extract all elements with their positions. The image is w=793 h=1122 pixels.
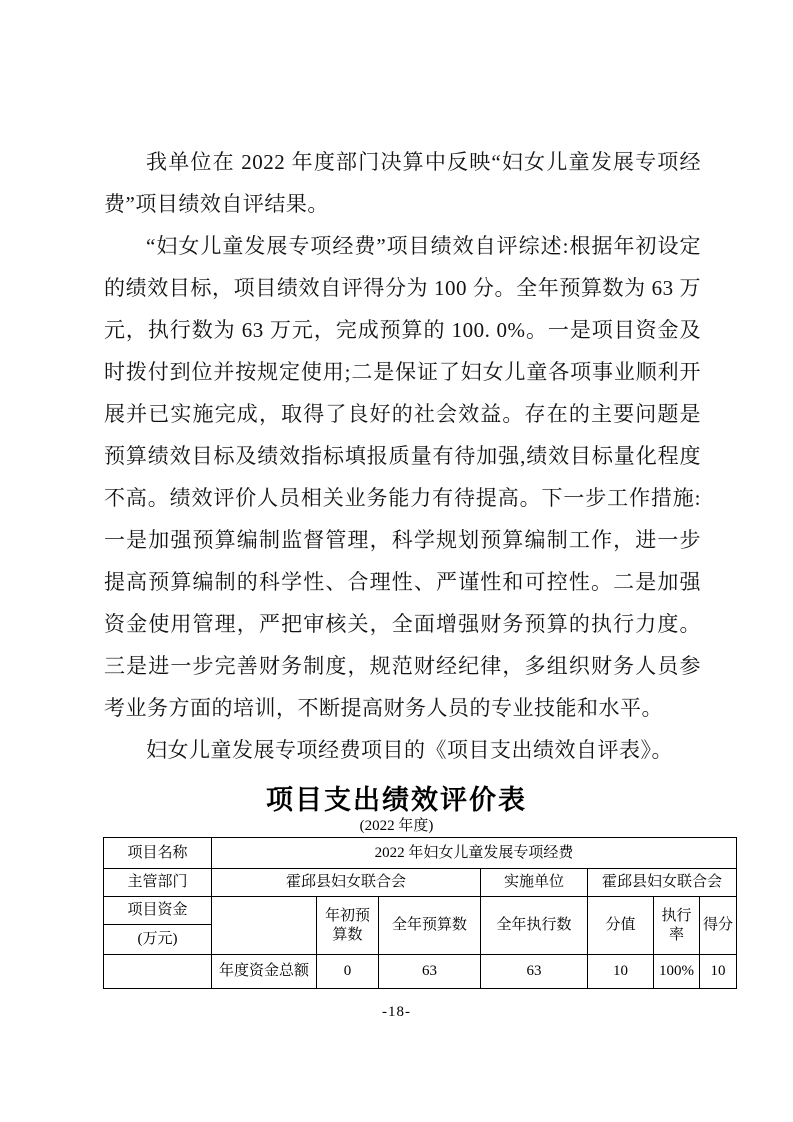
page-number: -18- (382, 1004, 411, 1020)
column-header-score-value: 分值 (588, 897, 654, 955)
column-header-annual-budget: 全年预算数 (379, 897, 481, 955)
paragraph-reference: 妇女儿童发展专项经费项目的《项目支出绩效自评表》。 (146, 738, 673, 762)
cell-annual-total-label: 年度资金总额 (212, 955, 317, 989)
cell-project-name-label: 项目名称 (104, 838, 212, 869)
cell-annual-total-blank (104, 955, 212, 989)
cell-score-value-value: 10 (588, 955, 654, 989)
cell-project-name-value: 2022 年妇女儿童发展专项经费 (212, 838, 737, 869)
cell-project-funds-label: 项目资金 (104, 897, 212, 925)
cell-execution-rate-value: 100% (654, 955, 700, 989)
cell-annual-execution-value: 63 (481, 955, 588, 989)
paragraph-summary: “妇女儿童发展专项经费”项目绩效自评综述:根据年初设定的绩效目标，项目绩效自评得分为 100 分。全年预算数为 63 万元，执行数为 63 万元，完成预算的 100. 0%。一是项目资金及时拨付到位并按规定使用;二是保证了妇女儿童各项事业顺利开展并已实施完成，取得了良好的社会效益。存在的主要问题是预算绩效目标及绩效指标填报质量有待加强,绩效目标量化程度不高。绩效评价人员相关业务能力有待提高。下一步工作措施:一是加强预算编制监督管理，科学规划预算编制工作，进一步提高预算编制的科学性、合理性、严谨性和可控性。二是加强资金使用管理，严把审核关，全面增强财务预算的执行力度。三是进一步完善财务制度，规范财经纪律，多组织财务人员参考业务方面的培训，不断提高财务人员的专业技能和水平。 (104, 234, 701, 720)
column-header-score: 得分 (700, 897, 737, 955)
table-title: 项目支出绩效评价表 (266, 785, 527, 815)
cell-score-value: 10 (700, 955, 737, 989)
column-header-execution-rate: 执行率 (654, 897, 700, 955)
column-header-initial-budget: 年初预算数 (317, 897, 379, 955)
cell-implementing-unit-value: 霍邱县妇女联合会 (588, 869, 737, 897)
cell-implementing-unit-label: 实施单位 (481, 869, 588, 897)
cell-annual-budget-value: 63 (379, 955, 481, 989)
cell-initial-budget-value: 0 (317, 955, 379, 989)
table-row-annual-total (104, 955, 737, 989)
cell-competent-department-label: 主管部门 (104, 869, 212, 897)
cell-funds-unit-label: (万元) (104, 925, 212, 955)
table-row-column-headers (104, 897, 737, 925)
table-subtitle: (2022 年度) (359, 818, 434, 834)
paragraph-intro: 我单位在 2022 年度部门决算中反映“妇女儿童发展专项经费”项目绩效自评结果。 (104, 150, 701, 216)
column-header-annual-execution: 全年执行数 (481, 897, 588, 955)
table-row-departments (104, 869, 737, 897)
cell-competent-department-value: 霍邱县妇女联合会 (212, 869, 481, 897)
performance-evaluation-table (103, 837, 737, 989)
cell-funds-category-blank (212, 897, 317, 955)
table-row-project-name (104, 838, 737, 869)
body-text (104, 141, 701, 771)
